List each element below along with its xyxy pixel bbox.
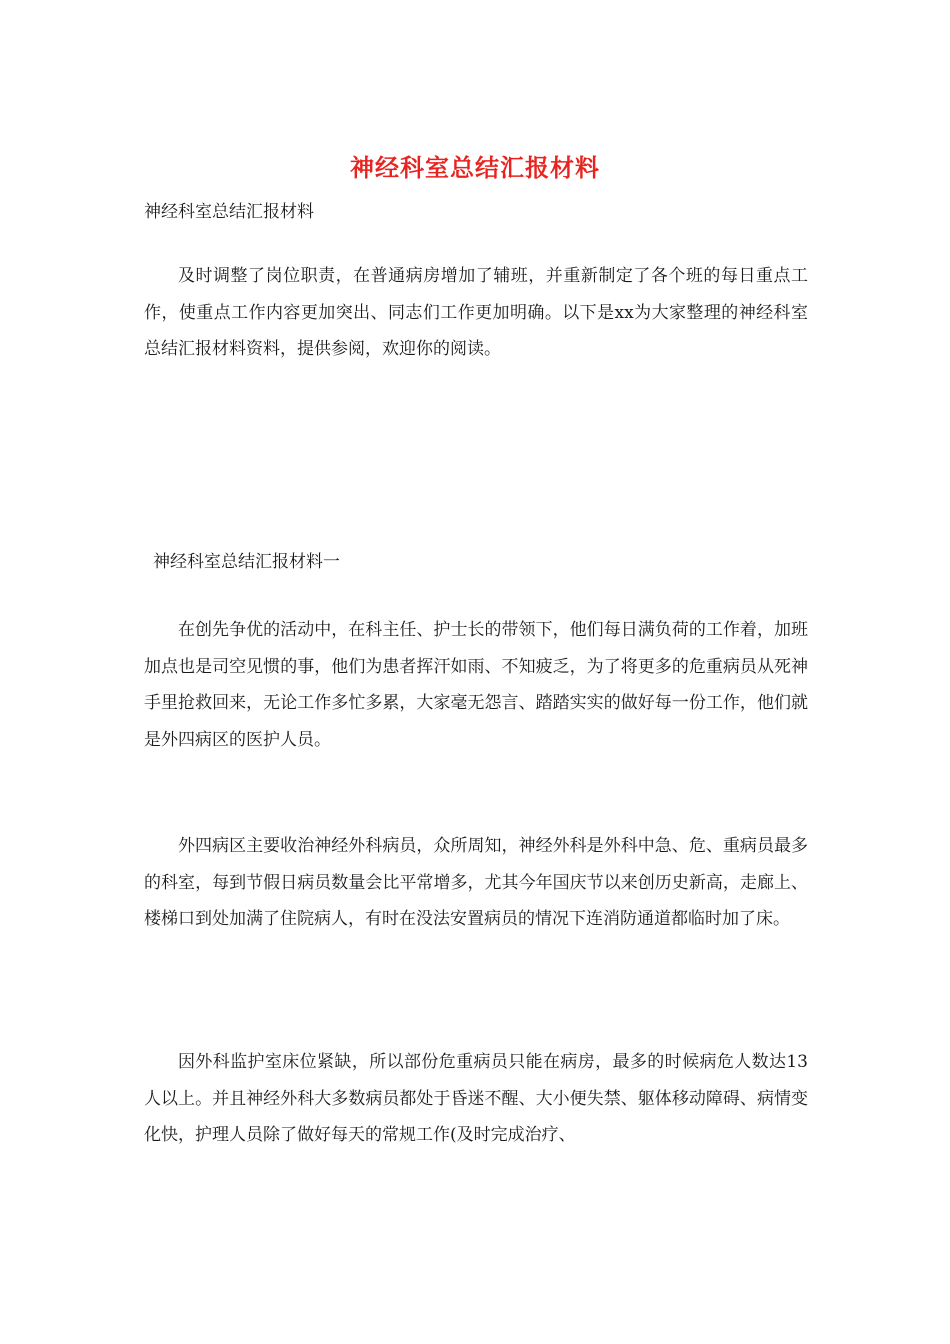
section-heading: 神经科室总结汇报材料一 — [153, 552, 340, 572]
body-paragraph: 因外科监护室床位紧缺，所以部份危重病员只能在病房，最多的时候病危人数达13人以上。并且神经外科大多数病员都处于昏迷不醒、大小便失禁、躯体移动障碍、病情变化快，护理人员除了做好每天的常规工作(及时完成治疗、 — [144, 1052, 808, 1145]
document-subtitle: 神经科室总结汇报材料 — [144, 202, 314, 222]
body-paragraph: 外四病区主要收治神经外科病员，众所周知，神经外科是外科中急、危、重病员最多的科室，每到节假日病员数量会比平常增多，尤其今年国庆节以来创历史新高，走廊上、楼梯口到处加满了住院病人，有时在没法安置病员的情况下连消防通道都临时加了床。 — [144, 836, 808, 929]
body-paragraph: 在创先争优的活动中，在科主任、护士长的带领下，他们每日满负荷的工作着，加班加点也是司空见惯的事，他们为患者挥汗如雨、不知疲乏，为了将更多的危重病员从死神手里抢救回来，无论工作多忙多累，大家毫无怨言、踏踏实实的做好每一份工作，他们就是外四病区的医护人员。 — [144, 620, 808, 750]
document-title: 神经科室总结汇报材料 — [350, 153, 600, 182]
intro-paragraph: 及时调整了岗位职责，在普通病房增加了辅班，并重新制定了各个班的每日重点工作，使重点工作内容更加突出、同志们工作更加明确。以下是xx为大家整理的神经科室总结汇报材料资料，提供参阅，欢迎你的阅读。 — [144, 266, 808, 359]
